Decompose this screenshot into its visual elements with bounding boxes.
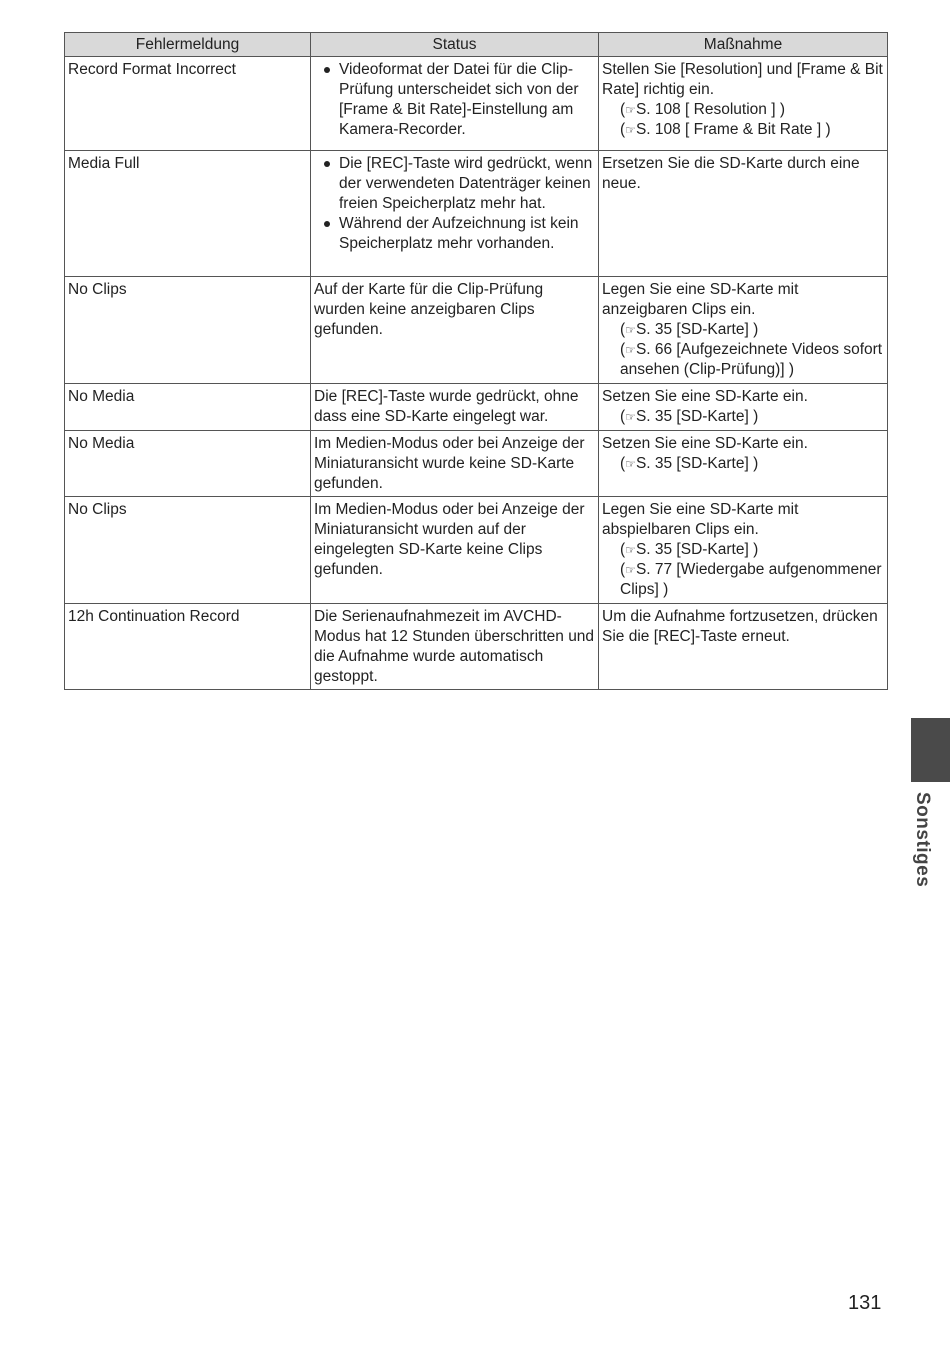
header-fehlermeldung: Fehlermeldung	[65, 33, 311, 57]
table-row	[65, 431, 888, 497]
action-text: Stellen Sie [Resolution] und [Frame & Bit Rate] richtig ein.	[602, 61, 883, 98]
table-row	[65, 151, 888, 277]
action-cell	[599, 277, 888, 384]
pointing-hand-icon: ☞	[625, 103, 636, 117]
status-cell: Im Medien-Modus oder bei Anzeige der Miniaturansicht wurde keine SD-Karte gefunden.	[311, 431, 599, 497]
page-reference[interactable]: (☞S. 108 [ Resolution ] )	[620, 101, 785, 118]
action-text: Setzen Sie eine SD-Karte ein.	[602, 435, 808, 452]
table-row	[65, 384, 888, 431]
header-status: Status	[311, 33, 599, 57]
error-message-cell: Media Full	[65, 151, 311, 277]
error-message-cell: Record Format Incorrect	[65, 57, 311, 151]
error-message-cell: No Media	[65, 431, 311, 497]
table-row	[65, 604, 888, 690]
status-bullet-item: Videoformat der Datei für die Clip-Prüfung unterscheidet sich von der [Frame & Bit Rate]-Einstellung am Kamera-Recorder.	[314, 60, 595, 140]
error-message-cell: 12h Continuation Record	[65, 604, 311, 690]
status-cell: Auf der Karte für die Clip-Prüfung wurden keine anzeigbaren Clips gefunden.	[311, 277, 599, 384]
action-text: Legen Sie eine SD-Karte mit anzeigbaren Clips ein.	[602, 281, 799, 318]
action-cell	[599, 151, 888, 277]
action-cell	[599, 431, 888, 497]
pointing-hand-icon: ☞	[625, 457, 636, 471]
pointing-hand-icon: ☞	[625, 123, 636, 137]
action-cell	[599, 384, 888, 431]
table-row	[65, 497, 888, 604]
page-reference[interactable]: (☞S. 35 [SD-Karte] )	[620, 541, 759, 558]
status-bullet-item: Während der Aufzeichnung ist kein Speicherplatz mehr vorhanden.	[314, 214, 595, 254]
action-text: Um die Aufnahme fortzusetzen, drücken Sie die [REC]-Taste erneut.	[602, 608, 878, 645]
status-bullet-item: Die [REC]-Taste wird gedrückt, wenn der verwendeten Datenträger keinen freien Speicherplatz mehr hat.	[314, 154, 595, 214]
page-reference[interactable]: (☞S. 35 [SD-Karte] )	[620, 408, 759, 425]
pointing-hand-icon: ☞	[625, 543, 636, 557]
status-cell: Die Serienaufnahmezeit im AVCHD-Modus hat 12 Stunden überschritten und die Aufnahme wurde automatisch gestoppt.	[311, 604, 599, 690]
error-message-cell: No Clips	[65, 497, 311, 604]
status-cell: Im Medien-Modus oder bei Anzeige der Miniaturansicht wurden auf der eingelegten SD-Karte keine Clips gefunden.	[311, 497, 599, 604]
status-bullet-list	[314, 60, 595, 140]
page-number: 131	[848, 1292, 882, 1314]
action-cell	[599, 604, 888, 690]
section-tab-marker	[911, 718, 950, 782]
table-row	[65, 277, 888, 384]
page-reference[interactable]: (☞S. 108 [ Frame & Bit Rate ] )	[620, 121, 831, 138]
status-bullet-list	[314, 154, 595, 254]
pointing-hand-icon: ☞	[625, 323, 636, 337]
status-cell	[311, 151, 599, 277]
action-cell	[599, 57, 888, 151]
page-reference[interactable]: (☞S. 35 [SD-Karte] )	[620, 321, 759, 338]
pointing-hand-icon: ☞	[625, 410, 636, 424]
page-reference[interactable]: (☞S. 66 [Aufgezeichnete Videos sofort ansehen (Clip-Prüfung)] )	[620, 341, 883, 378]
pointing-hand-icon: ☞	[625, 563, 636, 577]
error-message-cell: No Clips	[65, 277, 311, 384]
table-row	[65, 57, 888, 151]
header-massnahme: Maßnahme	[599, 33, 888, 57]
pointing-hand-icon: ☞	[625, 343, 636, 357]
action-cell	[599, 497, 888, 604]
error-message-cell: No Media	[65, 384, 311, 431]
status-cell: Die [REC]-Taste wurde gedrückt, ohne dass eine SD-Karte eingelegt war.	[311, 384, 599, 431]
action-text: Ersetzen Sie die SD-Karte durch eine neue.	[602, 155, 860, 192]
error-message-table	[64, 32, 888, 690]
page-reference[interactable]: (☞S. 35 [SD-Karte] )	[620, 455, 759, 472]
status-cell	[311, 57, 599, 151]
table-header-row	[65, 33, 888, 57]
page-reference[interactable]: (☞S. 77 [Wiedergabe aufgenommener Clips] )	[620, 561, 882, 598]
action-text: Setzen Sie eine SD-Karte ein.	[602, 388, 808, 405]
section-label: Sonstiges	[912, 792, 933, 888]
action-text: Legen Sie eine SD-Karte mit abspielbaren Clips ein.	[602, 501, 799, 538]
